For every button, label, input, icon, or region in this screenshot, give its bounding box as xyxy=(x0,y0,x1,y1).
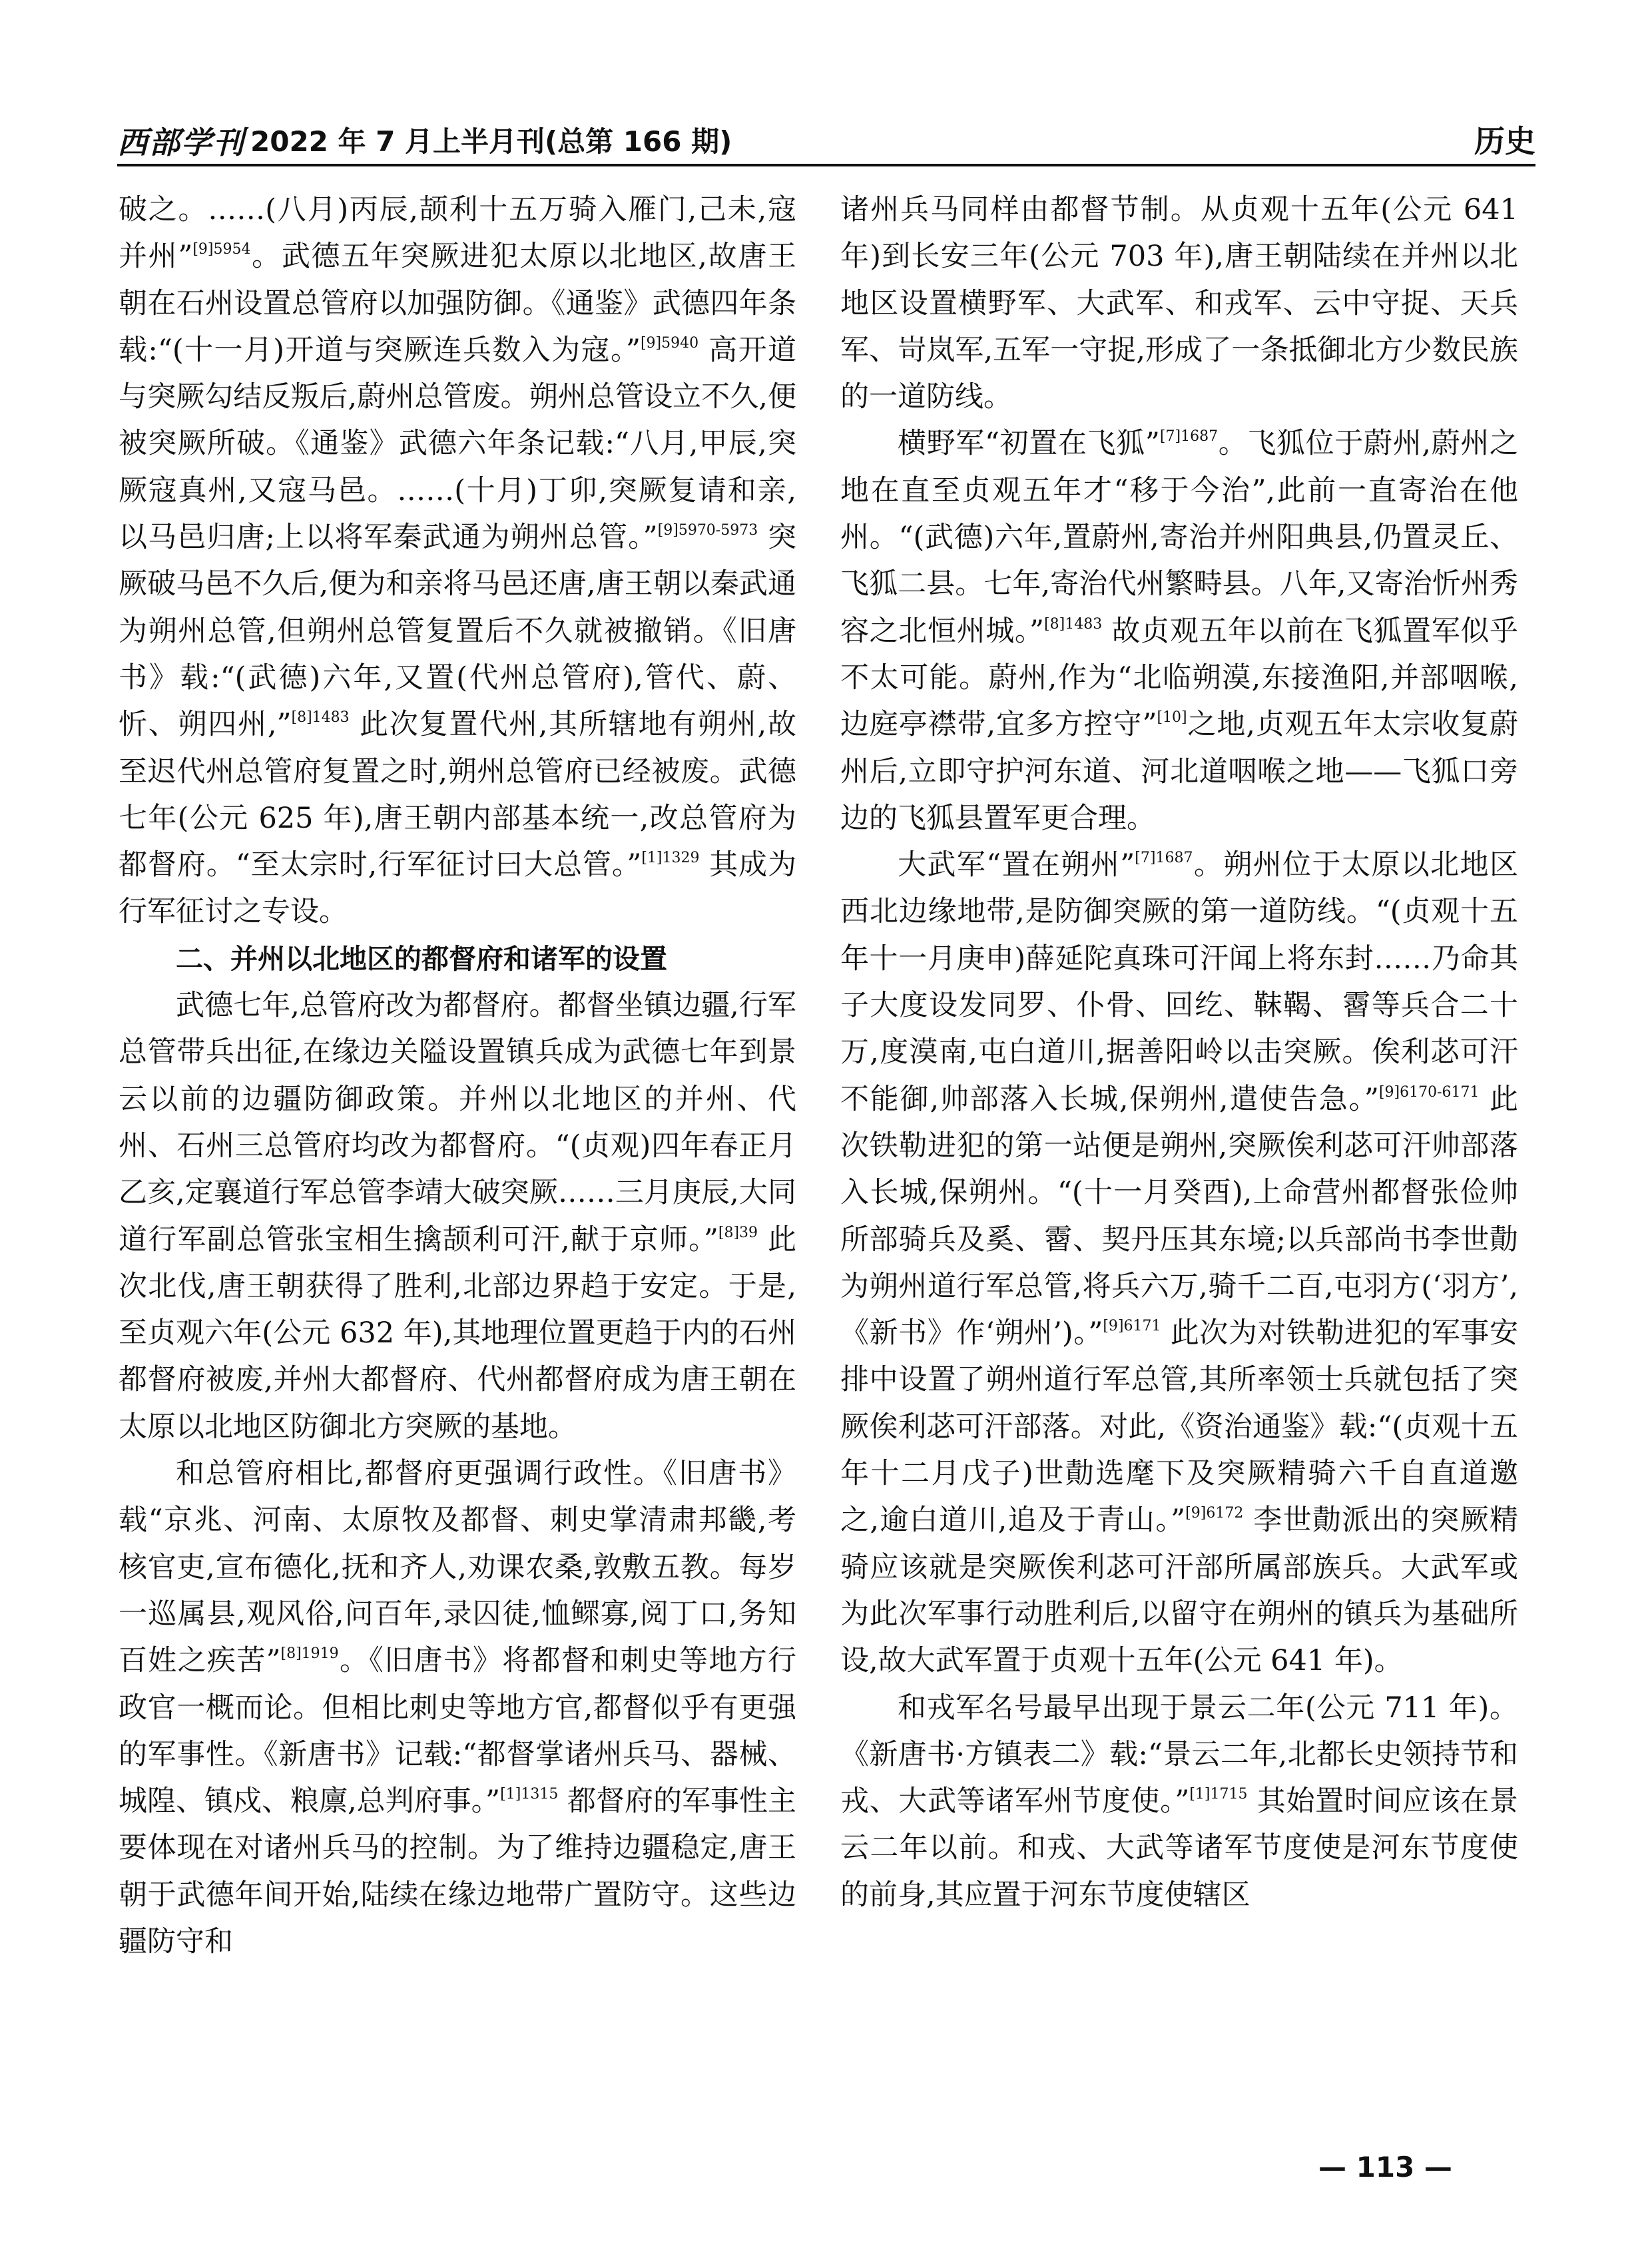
body-paragraph: 破之。……(八月)丙辰,颉利十五万骑入雁门,己未,寇并州”$^{[9]5954}$。武德五年突厥进犯太原以北地区,故唐王朝在石州设置总管府以加强防御。《通鉴》武德四年条载:“(十一月)开道与突厥连兵数入为寇。”$^{[9]5940}$ 高开道与突厥勾结反叛后,蔚州总管废。朔州总管设立不久,便被突厥所破。《通鉴》武德六年条记载:“八月,甲辰,突厥寇真州,又寇马邑。……(十月)丁卯,突厥复请和亲,以马邑归唐;上以将军秦武通为朔州总管。”$^{[9]5970-5973}$ 突厥破马邑不久后,便为和亲将马邑还唐,唐王朝以秦武通为朔州总管,但朔州总管复置后不久就被撤销。《旧唐书》载:“(武德)六年,又置(代州总管府),管代、蔚、忻、朔四州,”$^{[8]1483}$ 此次复置代州,其所辖地有朔州,故至迟代州总管府复置之时,朔州总管府已经被废。武德七年(公元 625 年),唐王朝内部基本统一,改总管府为都督府。“至太宗时,行军征讨曰大总管。”$^{[1]1329}$ 其成为行军征讨之专设。 xyxy=(119,193,797,929)
page-number: — 113 — xyxy=(1318,2151,1452,2183)
citation-ref: [9]5970-5973 xyxy=(657,522,758,539)
citation-ref: [8]1919 xyxy=(280,1645,339,1663)
left-column xyxy=(119,186,796,1965)
citation-ref: [9]6170-6171 xyxy=(1378,1083,1480,1101)
body-paragraph: 大武军“置在朔州”$^{[7]1687}$。朔州位于太原以北地区西北边缘地带,是防御突厥的第一道防线。“(贞观十五年十一月庚申)薛延陀真珠可汗闻上将东封……乃命其子大度设发同罗、仆骨、回纥、靺鞨、霫等兵合二十万,度漠南,屯白道川,据善阳岭以击突厥。俟利苾可汗不能御,帅部落入长城,保朔州,遣使告急。”$^{[9]6170-6171}$ 此次铁勒进犯的第一站便是朔州,突厥俟利苾可汗帅部落入长城,保朔州。“(十一月癸酉),上命营州都督张俭帅所部骑兵及奚、霫、契丹压其东境;以兵部尚书李世勣为朔州道行军总管,将兵六万,骑千二百,屯羽方(‘羽方’,《新书》作‘朔州’)。”$^{[9]6171}$ 此次为对铁勒进犯的军事安排中设置了朔州道行军总管,其所率领士兵就包括了突厥俟利苾可汗部落。对此,《资治通鉴》载:“(贞观十五年十二月戊子)世勣选麾下及突厥精骑六千自直道邀之,逾白道川,追及于青山。”$^{[9]6172}$ 李世勣派出的突厥精骑应该就是突厥俟利苾可汗部所属部族兵。大武军或为此次军事行动胜利后,以留守在朔州的镇兵为基础所设,故大武军置于贞观十五年(公元 641 年)。 xyxy=(840,848,1519,1678)
body-paragraph: 横野军“初置在飞狐”$^{[7]1687}$。飞狐位于蔚州,蔚州之地在直至贞观五年才“移于今治”,此前一直寄治在他州。“(武德)六年,置蔚州,寄治并州阳典县,仍置灵丘、飞狐二县。七年,寄治代州繁畤县。八年,又寄治忻州秀容之北恒州城。”$^{[8]1483}$ 故贞观五年以前在飞狐置军似乎不太可能。蔚州,作为“北临朔漠,东接渔阳,并部咽喉,边庭亭襟带,宜多方控守”[10]之地,贞观五年太宗收复蔚州后,立即守护河东道、河北道咽喉之地——飞狐口旁边的飞狐县置军更合理。 xyxy=(840,427,1519,835)
citation-ref: [9]6171 xyxy=(1103,1318,1161,1335)
citation-ref: [1]1715 xyxy=(1189,1786,1248,1803)
citation-ref: [9]6172 xyxy=(1185,1505,1244,1522)
citation-ref: [8]39 xyxy=(718,1224,758,1241)
citation-ref: [1]1315 xyxy=(500,1786,559,1803)
body-paragraph: 和总管府相比,都督府更强调行政性。《旧唐书》载“京兆、河南、太原牧及都督、刺史掌清肃邦畿,考核官吏,宣布德化,抚和齐人,劝课农桑,敦敷五教。每岁一巡属县,观风俗,问百年,录囚徒,恤鳏寡,阅丁口,务知百姓之疾苦”$^{[8]1919}$。《旧唐书》将都督和刺史等地方行政官一概而论。但相比刺史等地方官,都督似乎有更强的军事性。《新唐书》记载:“都督掌诸州兵马、器械、城隍、镇戍、粮廪,总判府事。”$^{[1]1315}$ 都督府的军事性主要体现在对诸州兵马的控制。为了维持边疆稳定,唐王朝于武德年间开始,陆续在缘边地带广置防守。这些边疆防守和 xyxy=(119,1457,797,1958)
section-heading: 二、并州以北地区的都督府和诸军的设置 xyxy=(176,942,667,975)
citation-ref: [9]5940 xyxy=(640,334,699,352)
body-paragraph: 武德七年,总管府改为都督府。都督坐镇边疆,行军总管带兵出征,在缘边关隘设置镇兵成为武德七年到景云以前的边疆防御政策。并州以北地区的并州、代州、石州三总管府均改为都督府。“(贞观)四年春正月乙亥,定襄道行军总管李靖大破突厥……三月庚辰,大同道行军副总管张宝相生擒颉利可汗,献于京师。”$^{[8]39}$ 此次北伐,唐王朝获得了胜利,北部边界趋于安定。于是,至贞观六年(公元 632 年),其地理位置更趋于内的石州都督府被废,并州大都督府、代州都督府成为唐王朝在太原以北地区防御北方突厥的基地。 xyxy=(119,989,797,1444)
citation-ref: [7]1687 xyxy=(1135,850,1193,867)
citation-ref: [1]1329 xyxy=(641,850,700,867)
page-header xyxy=(117,104,1535,166)
citation-ref: [10] xyxy=(1157,709,1187,726)
journal-logo: 西部学刊 xyxy=(117,125,245,160)
citation-ref: [8]1483 xyxy=(1044,615,1103,633)
body-paragraph: 和戎军名号最早出现于景云二年(公元 711 年)。《新唐书·方镇表二》载:“景云二年,北都长史领持节和戎、大武等诸军州节度使。”$^{[1]1715}$ 其始置时间应该在景云二年以前。和戎、大武等诸军节度使是河东节度使的前身,其应置于河东节度使辖区 xyxy=(840,1691,1519,1912)
citation-ref: [9]5954 xyxy=(192,241,251,258)
citation-ref: [7]1687 xyxy=(1159,428,1219,445)
right-column xyxy=(840,186,1518,1918)
citation-ref: [8]1483 xyxy=(291,709,350,726)
body-paragraph: 诸州兵马同样由都督节制。从贞观十五年(公元 641 年)到长安三年(公元 703 年),唐王朝陆续在并州以北地区设置横野军、大武军、和戎军、云中守捉、天兵军、岢岚军,五军一守捉,形成了一条抵御北方少数民族的一道防线。 xyxy=(840,193,1518,414)
issue-info: 2022 年 7 月上半月刊(总第 166 期) xyxy=(250,125,732,158)
section-title: 历史 xyxy=(1474,123,1535,159)
